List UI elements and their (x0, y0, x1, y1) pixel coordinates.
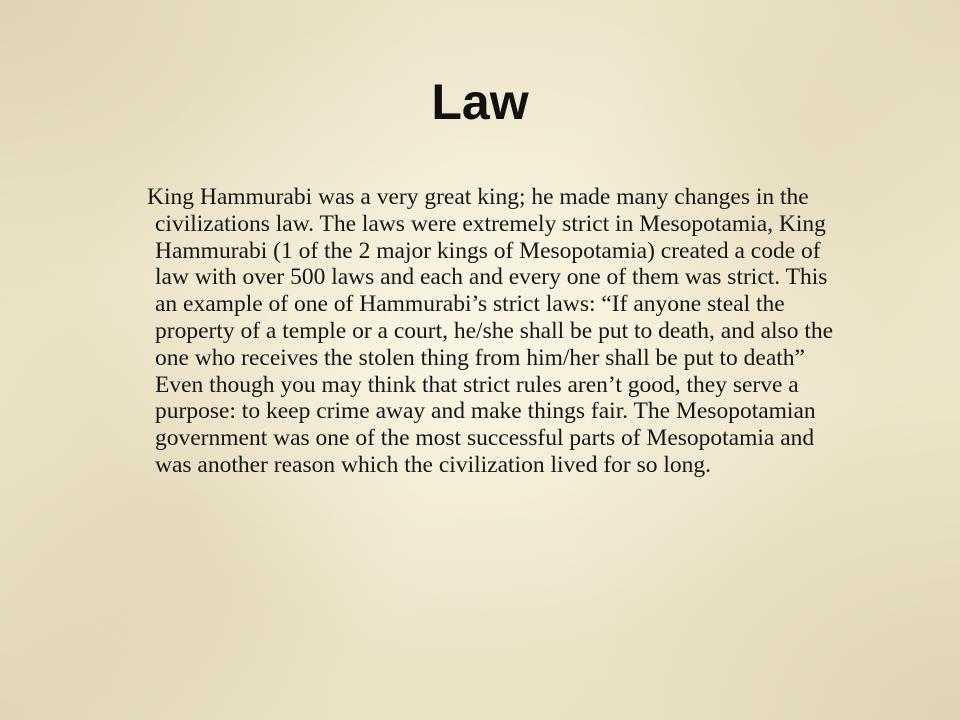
slide-body-text: King Hammurabi was a very great king; he made many changes in the civilizations law. The laws were extremely strict in Mesopotamia, King Hammurabi (1 of the 2 major kings of Mesopotamia) created a code of law with over 500 laws and each and every one of them was strict. This an example of one of Hammurabi’s strict laws: “If anyone steal the property of a temple or a court, he/she shall be put to death, and also the one who receives the stolen thing from him/her shall be put to death” Even though you may think that strict rules aren’t good, they serve a purpose: to keep crime away and make things fair. The Mesopotamian government was one of the most successful parts of Mesopotamia and was another reason which the civilization lived for so long. (147, 184, 834, 478)
slide-title: Law (431, 74, 529, 130)
